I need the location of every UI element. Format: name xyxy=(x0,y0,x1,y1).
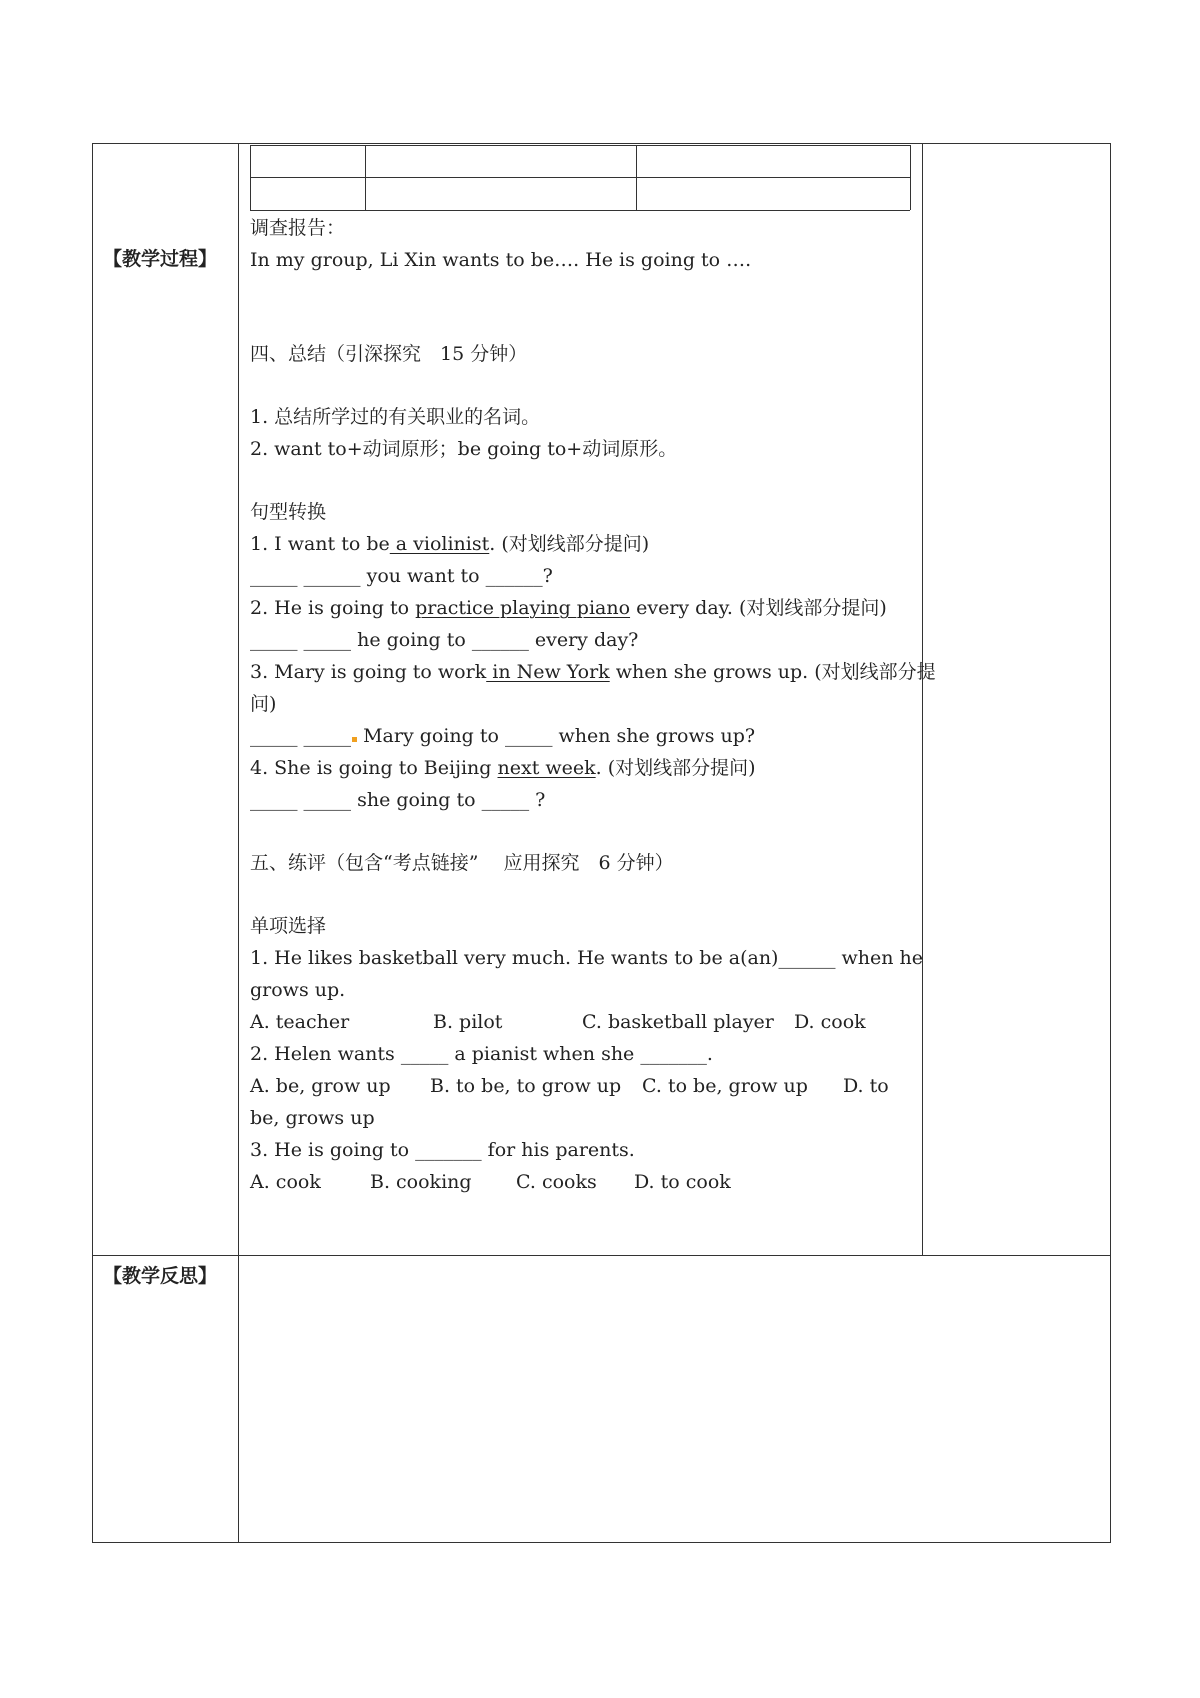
transform-q2-pre: 2. He is going to xyxy=(250,597,416,619)
transform-q1 xyxy=(250,532,649,556)
teaching-reflection-label: 【教学反思】 xyxy=(103,1265,218,1287)
transform-q4-post: . (对划线部分提问) xyxy=(595,757,756,779)
outer-table-left-border xyxy=(92,143,93,1543)
summary-point-2: 2. want to+动词原形；be going to+动词原形。 xyxy=(250,438,678,460)
practice-heading: 五、练评（包含“考点链接” 应用探究 6 分钟） xyxy=(250,852,674,874)
transform-q1-underlined: a violinist xyxy=(389,533,490,555)
survey-table-bottom xyxy=(250,210,910,211)
survey-table-mid xyxy=(250,177,910,178)
transform-q2-post: every day. (对划线部分提问) xyxy=(630,597,887,619)
transform-heading: 句型转换 xyxy=(250,501,327,523)
practice-q1-line1: 1. He likes basketball very much. He wants to be a(an)______ when he xyxy=(250,947,924,969)
practice-q3-option-b: B. cooking xyxy=(370,1171,472,1193)
transform-q2-underlined: practice playing piano xyxy=(415,597,631,619)
transform-q1-pre: 1. I want to be xyxy=(250,533,390,555)
outer-table-bottom-border xyxy=(92,1542,1110,1543)
survey-table-col3 xyxy=(910,145,911,210)
outer-table-label-divider xyxy=(238,143,239,1543)
survey-table-col2 xyxy=(636,145,637,210)
practice-q3-option-d: D. to cook xyxy=(634,1171,731,1193)
survey-sentence: In my group, Li Xin wants to be…. He is going to …. xyxy=(250,249,752,271)
teaching-process-label: 【教学过程】 xyxy=(103,248,218,270)
transform-q1-answer: _____ ______ you want to ______? xyxy=(250,565,553,587)
transform-q3-answer-rest: Mary going to _____ when she grows up? xyxy=(357,725,756,747)
practice-q2-option-d: D. to xyxy=(843,1075,889,1097)
outer-table-row-divider xyxy=(92,1255,1110,1256)
summary-heading: 四、总结（引深探究 15 分钟） xyxy=(250,343,528,365)
practice-q1-line2: grows up. xyxy=(250,979,346,1001)
transform-q4-underlined: next week xyxy=(497,757,596,779)
practice-q1-option-c: C. basketball player xyxy=(582,1011,774,1033)
transform-q4-pre: 4. She is going to Beijing xyxy=(250,757,498,779)
practice-q2-option-a: A. be, grow up xyxy=(250,1075,391,1097)
transform-q3-answer-blanks: _____ _____ xyxy=(250,725,352,747)
transform-q1-post: . (对划线部分提问) xyxy=(489,533,650,555)
practice-q1-option-d: D. cook xyxy=(794,1011,866,1033)
practice-q2-option-b: B. to be, to grow up xyxy=(430,1075,622,1097)
practice-q2-option-c: C. to be, grow up xyxy=(642,1075,808,1097)
transform-q3-underlined: in New York xyxy=(486,661,610,683)
transform-q3-continuation: 问) xyxy=(250,693,277,715)
transform-q2 xyxy=(250,596,887,620)
practice-q3-option-c: C. cooks xyxy=(516,1171,597,1193)
transform-q4-answer: _____ _____ she going to _____ ? xyxy=(250,789,546,811)
survey-table-top xyxy=(250,145,910,146)
practice-q1-option-b: B. pilot xyxy=(433,1011,503,1033)
transform-q3-post: when she grows up. (对划线部分提 xyxy=(609,661,936,683)
practice-q3-option-a: A. cook xyxy=(250,1171,321,1193)
transform-q3-answer xyxy=(250,724,755,748)
survey-table-col0 xyxy=(250,145,251,210)
survey-table-col1 xyxy=(365,145,366,210)
transform-q3 xyxy=(250,660,936,684)
outer-table-top-border xyxy=(92,143,1110,144)
practice-q3-line1: 3. He is going to _______ for his parents. xyxy=(250,1139,635,1161)
transform-q2-answer: _____ _____ he going to ______ every day? xyxy=(250,629,639,651)
survey-heading: 调查报告： xyxy=(250,217,346,239)
practice-q2-option-d-continuation: be, grows up xyxy=(250,1107,375,1129)
practice-subheading: 单项选择 xyxy=(250,915,327,937)
transform-q3-pre: 3. Mary is going to work xyxy=(250,661,487,683)
transform-q4 xyxy=(250,756,756,780)
practice-q1-option-a: A. teacher xyxy=(250,1011,350,1033)
outer-table-right-border xyxy=(1110,143,1111,1543)
outer-table-notes-divider xyxy=(922,143,923,1256)
summary-point-1: 1. 总结所学过的有关职业的名词。 xyxy=(250,406,541,428)
practice-q2-line1: 2. Helen wants _____ a pianist when she _______. xyxy=(250,1043,713,1065)
